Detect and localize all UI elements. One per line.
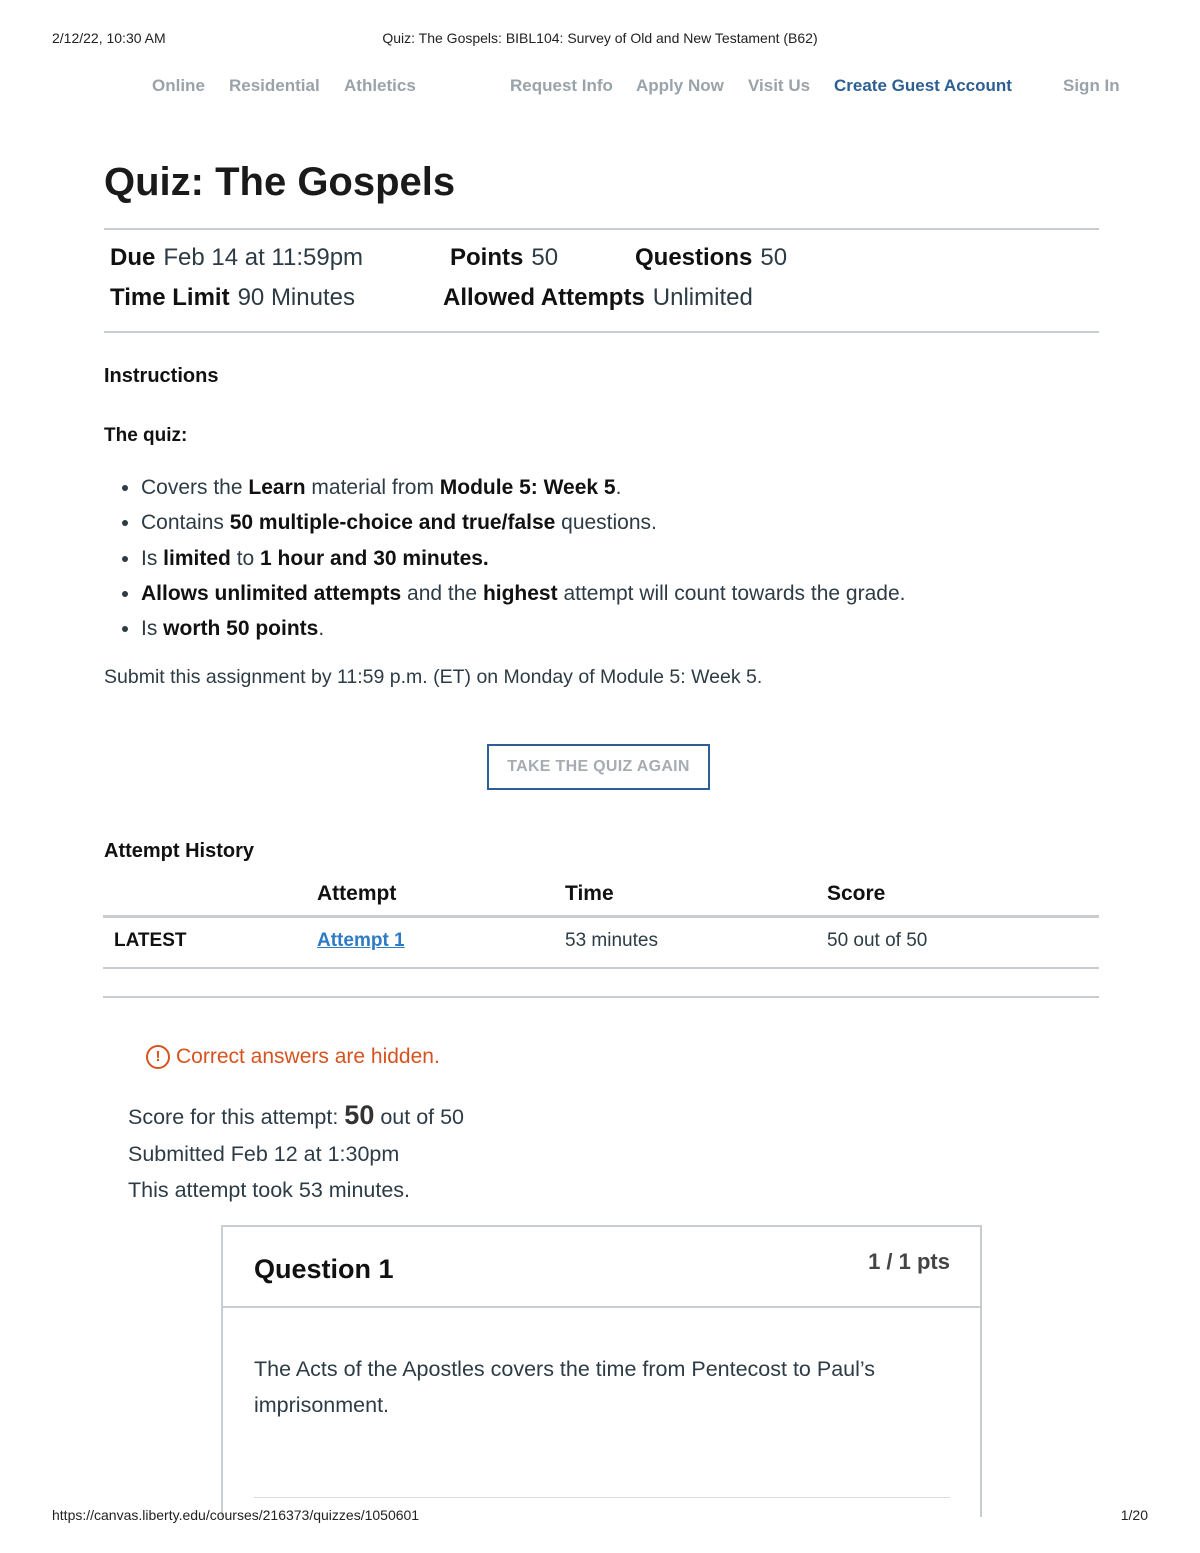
- points: [450, 244, 558, 272]
- question-header: [223, 1227, 980, 1308]
- allowed-attempts-label: Allowed Attempts: [443, 284, 645, 311]
- list-item: • Allows unlimited attempts and the highest attempt will count towards the grade.: [141, 576, 1121, 611]
- attempt-score: [128, 1100, 464, 1131]
- time-limit-label: Time Limit: [110, 284, 230, 311]
- score-suffix: out of 50: [380, 1105, 465, 1129]
- question-divider: [254, 1497, 950, 1498]
- questions-value: 50: [760, 244, 788, 271]
- list-item: • Covers the Learn material from Module 5: Week 5.: [141, 470, 1121, 505]
- column-header-attempt: Attempt: [317, 882, 397, 905]
- nav-visit-us[interactable]: Visit Us: [748, 76, 811, 95]
- time-limit: [110, 284, 355, 312]
- score-cell: 50 out of 50: [827, 930, 928, 951]
- print-url: https://canvas.liberty.edu/courses/216373/quizzes/1050601: [52, 1507, 420, 1523]
- nav-online[interactable]: Online: [152, 76, 205, 95]
- allowed-attempts: [443, 284, 753, 312]
- submit-deadline-note: Submit this assignment by 11:59 p.m. (ET) on Monday of Module 5: Week 5.: [104, 666, 763, 688]
- top-navigation: [0, 76, 1200, 102]
- points-label: Points: [450, 244, 524, 271]
- questions-count: [635, 244, 787, 272]
- answers-hidden-warning: [146, 1045, 440, 1069]
- attempt-cell: [317, 930, 405, 952]
- question-text: The Acts of the Apostles covers the time from Pentecost to Paul’s imprisonment.: [254, 1357, 876, 1417]
- section-divider: [103, 996, 1099, 998]
- instructions-list: [104, 470, 1121, 646]
- score-value: 50: [344, 1100, 375, 1130]
- due-label: Due: [110, 244, 156, 271]
- due-value: Feb 14 at 11:59pm: [163, 244, 364, 271]
- nav-residential[interactable]: Residential: [229, 76, 320, 95]
- title-divider: [104, 228, 1099, 230]
- print-footer: [0, 1507, 1200, 1527]
- column-header-time: Time: [565, 882, 614, 905]
- question-card: [221, 1225, 982, 1517]
- print-header: [0, 30, 1200, 50]
- nav-sign-in[interactable]: Sign In: [1063, 76, 1120, 95]
- time-limit-value: 90 Minutes: [237, 284, 355, 311]
- print-datetime: 2/12/22, 10:30 AM: [52, 30, 166, 46]
- score-prefix: Score for this attempt:: [128, 1105, 339, 1129]
- history-header-divider: [103, 915, 1099, 918]
- attempt-1-link[interactable]: Attempt 1: [317, 930, 405, 951]
- take-quiz-again-button[interactable]: TAKE THE QUIZ AGAIN: [487, 744, 710, 790]
- print-page-number: 1/20: [1120, 1507, 1148, 1523]
- attempt-duration: This attempt took 53 minutes.: [128, 1178, 411, 1202]
- latest-tag: LATEST: [114, 930, 187, 951]
- time-cell: 53 minutes: [565, 930, 658, 951]
- list-item: • Is limited to 1 hour and 30 minutes.: [141, 541, 1121, 576]
- history-row-divider: [103, 967, 1099, 969]
- warning-text: Correct answers are hidden.: [176, 1045, 440, 1068]
- column-header-score: Score: [827, 882, 886, 905]
- question-title: Question 1: [254, 1254, 394, 1284]
- allowed-attempts-value: Unlimited: [652, 284, 753, 311]
- instructions-intro: The quiz:: [104, 425, 188, 446]
- print-doc-title: Quiz: The Gospels: BIBL104: Survey of Old and New Testament (B62): [382, 30, 818, 46]
- list-item: • Is worth 50 points.: [141, 611, 1121, 646]
- meta-divider: [104, 331, 1099, 333]
- nav-request-info[interactable]: Request Info: [510, 76, 613, 95]
- nav-athletics[interactable]: Athletics: [344, 76, 416, 95]
- nav-apply-now[interactable]: Apply Now: [636, 76, 724, 95]
- list-item: • Contains 50 multiple-choice and true/false questions.: [141, 505, 1121, 540]
- due-date: [110, 244, 363, 272]
- page-title: Quiz: The Gospels: [104, 160, 456, 204]
- nav-create-guest-account[interactable]: Create Guest Account: [834, 76, 1012, 95]
- question-points: 1 / 1 pts: [868, 1249, 950, 1274]
- exclamation-circle-icon: !: [146, 1045, 170, 1069]
- submitted-time: Submitted Feb 12 at 1:30pm: [128, 1142, 400, 1166]
- attempt-history-heading: Attempt History: [104, 840, 255, 862]
- instructions-heading: Instructions: [104, 365, 219, 387]
- points-value: 50: [531, 244, 559, 271]
- questions-label: Questions: [635, 244, 753, 271]
